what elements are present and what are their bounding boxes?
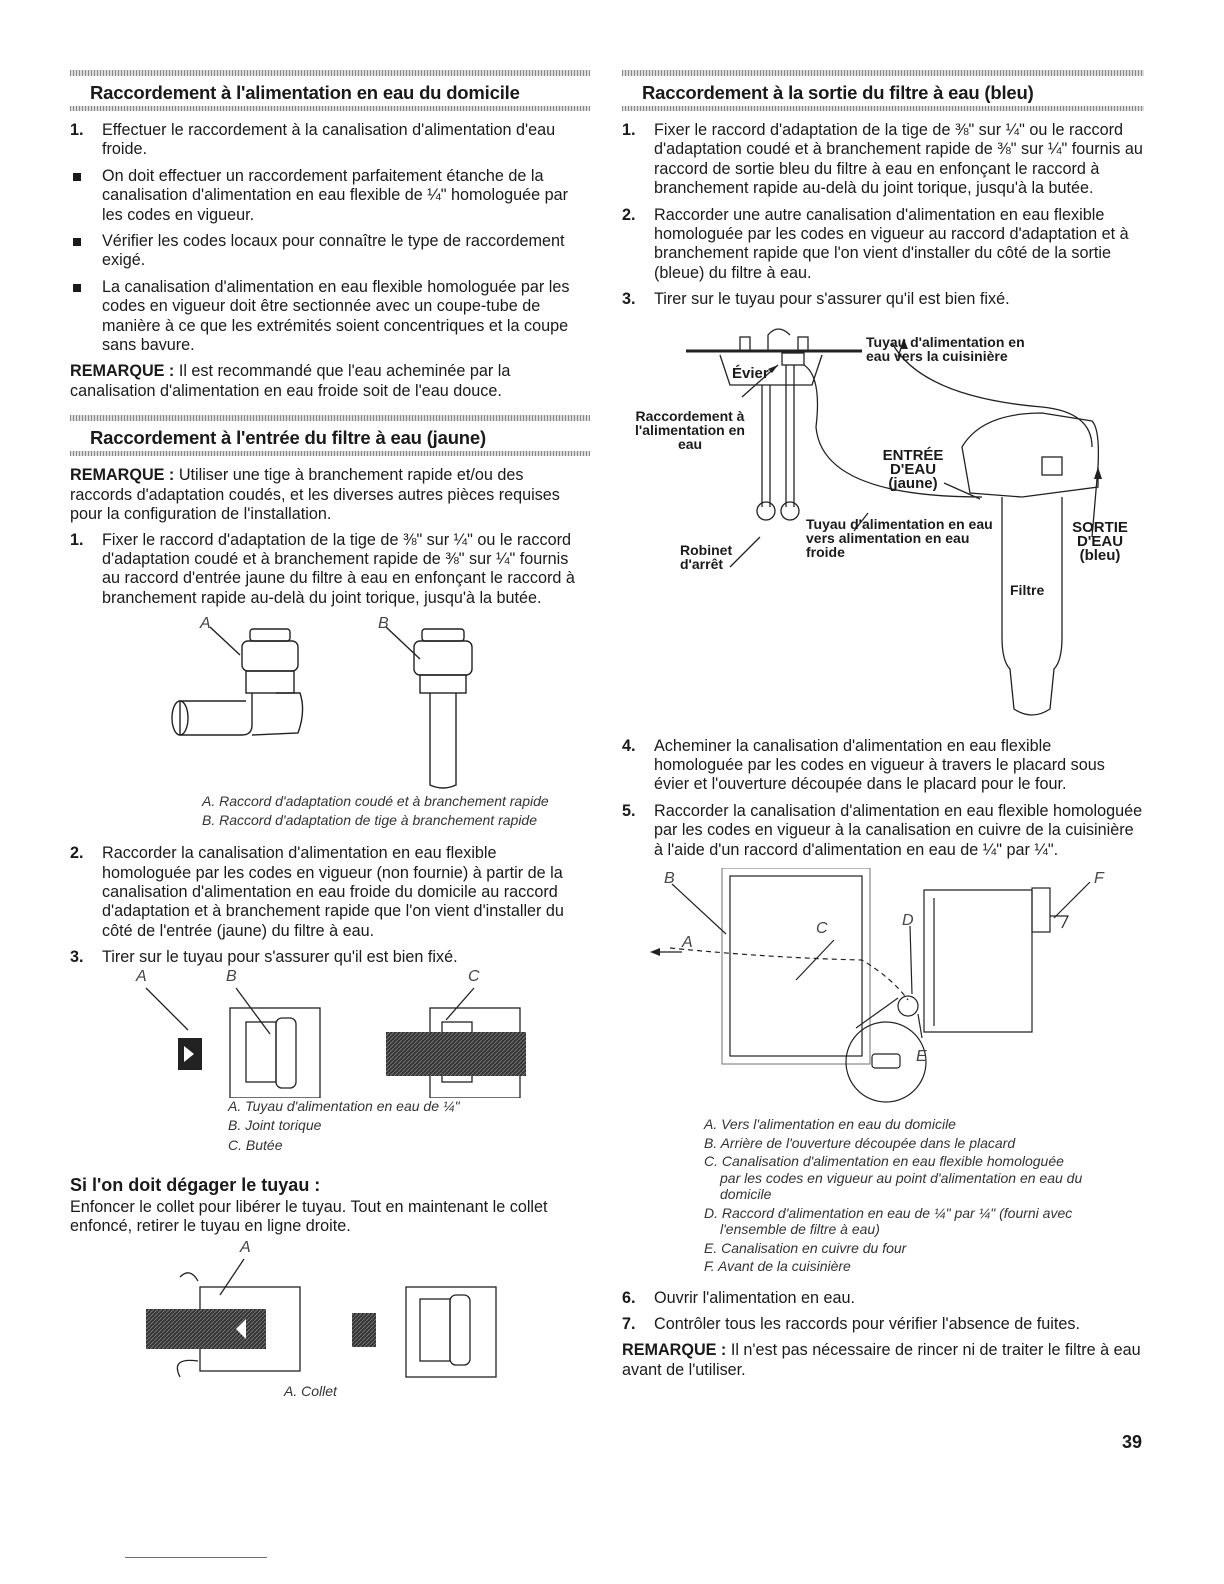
- section-rule: [70, 415, 590, 421]
- section-rule: [622, 106, 1144, 111]
- bullet-item: Vérifier les codes locaux pour connaître le type de raccordement exigé.: [70, 232, 590, 271]
- fittings-illustration: [70, 615, 590, 793]
- range-connection-figure: B A C D E F: [622, 868, 1144, 1116]
- bullet-square-icon: [73, 238, 81, 246]
- tube-insertion-caption: A. Tuyau d'alimentation en eau de ¼" B. Joint torique C. Butée: [228, 1097, 460, 1153]
- range-connection-illustration: [622, 868, 1144, 1116]
- fittings-figure: A B: [70, 615, 590, 793]
- note: REMARQUE : Il n'est pas nécessaire de rincer ni de traiter le filtre à eau avant de l'utiliser.: [622, 1341, 1141, 1379]
- tube-insertion-figure: A B C: [70, 968, 590, 1098]
- section-rule: [622, 70, 1144, 76]
- section-rule: [70, 451, 590, 456]
- step-item: 7. Contrôler tous les raccords pour vérifier l'absence de fuites.: [622, 1315, 1080, 1333]
- tube-insertion-illustration: [70, 968, 590, 1098]
- footer-rule: [125, 1557, 267, 1558]
- left-column: [70, 70, 590, 1399]
- release-illustration: [70, 1237, 590, 1387]
- step-item: 1. Fixer le raccord d'adaptation de la tige de ⅜" sur ¼" ou le raccord d'adaptation coudé et à branchement rapide de ⅜" sur ¼" fournis au raccord de sortie bleu du filtre à eau en enfonçant le raccord à branchement rapide au-delà du joint torique, jusqu'à la butée.: [622, 121, 1143, 198]
- bullet-square-icon: [73, 284, 81, 292]
- section-title-release: Si l'on doit dégager le tuyau :: [70, 1175, 321, 1196]
- section-title-inlet: Raccordement à l'entrée du filtre à eau (jaune): [90, 427, 486, 449]
- step-item: 4. Acheminer la canalisation d'alimentation en eau flexible homologuée par les codes en vigueur à travers le placard sous évier et l'ouverture découpée dans le placard pour le four.: [622, 736, 1105, 794]
- step-item: 2. Raccorder une autre canalisation d'alimentation en eau flexible homologuée par les codes en vigueur au raccord d'adaptation et à branchement rapide que l'on vient d'installer du côté de la sortie (bleue) du filtre à eau.: [622, 205, 1129, 282]
- step-item: 3. Tirer sur le tuyau pour s'assurer qu'il est bien fixé.: [70, 948, 458, 967]
- bullet-square-icon: [73, 173, 81, 181]
- filter-diagram: Tuyau d'alimentation en eau vers la cuisinière Évier Raccordement à l'alimentation en eau ENTRÉE D'EAU (jaune) Robinet d'arrêt Tuyau d'alimentation en eau vers alimentation en eau froide SORTIE D'EAU (bleu) Filtre: [622, 317, 1144, 737]
- release-text: Enfoncer le collet pour libérer le tuyau. Tout en maintenant le collet enfoncé, retirer le tuyau en ligne droite.: [70, 1198, 548, 1236]
- range-connection-caption: A. Vers l'alimentation en eau du domicile B. Arrière de l'ouverture découpée dans le placard C. Canalisation d'alimentation en eau flexible homologuée par les codes en vigueur au point d'alimentation en eau du domicile D. Raccord d'alimentation en eau de ¼" par ¼" (fourni avec l'ensemble de filtre à eau) E. Canalisation en cuivre du four F. Avant de la cuisinière: [704, 1116, 1083, 1275]
- step-item: 6. Ouvrir l'alimentation en eau.: [622, 1288, 856, 1307]
- note: REMARQUE : Il est recommandé que l'eau acheminée par la canalisation d'alimentation en eau froide soit de l'eau douce.: [70, 362, 511, 400]
- step-item: 3. Tirer sur le tuyau pour s'assurer qu'il est bien fixé.: [622, 290, 1010, 309]
- section-rule: [70, 106, 590, 111]
- release-caption: A. Collet: [284, 1382, 337, 1399]
- step-item: 2. Raccorder la canalisation d'alimentation en eau flexible homologuée par les codes en vigueur (non fournie) à partir de la canalisation d'alimentation en eau froide du domicile au raccord d'adaptation et à branchement rapide que l'on vient d'installer du côté de l'entrée (jaune) du filtre à eau.: [70, 844, 564, 940]
- right-column: [622, 70, 1144, 1380]
- section-title-home-water: Raccordement à l'alimentation en eau du domicile: [90, 82, 520, 103]
- step-item: 1. Fixer le raccord d'adaptation de la tige de ⅜" sur ¼" ou le raccord d'adaptation coudé et à branchement rapide de ⅜" sur ¼" fournis au raccord d'entrée jaune du filtre à eau en enfonçant le raccord à branchement rapide au-delà du joint torique, jusqu'à la butée.: [70, 530, 575, 607]
- step-item: 5. Raccorder la canalisation d'alimentation en eau flexible homologuée par les codes en vigueur à la canalisation en cuivre de la cuisinière à l'aide d'un raccord d'alimentation en eau de ¼" par ¼".: [622, 801, 1143, 859]
- bullet-item: La canalisation d'alimentation en eau flexible homologuée par les codes en vigueur doit être sectionnée avec un coupe-tube de manière à ce que les extrémités soient concentriques et la coupe sans bavure.: [70, 278, 590, 356]
- section-title-outlet: Raccordement à la sortie du filtre à eau (bleu): [642, 82, 1034, 103]
- section-rule: [70, 70, 590, 76]
- bullet-item: On doit effectuer un raccordement parfaitement étanche de la canalisation d'alimentation en eau flexible de ¼" homologuée par les codes en vigueur.: [70, 167, 590, 225]
- step-item: 1. Effectuer le raccordement à la canalisation d'alimentation d'eau froide.: [70, 121, 556, 159]
- fittings-caption: A. Raccord d'adaptation coudé et à branchement rapide B. Raccord d'adaptation de tige à branchement rapide: [202, 793, 549, 828]
- page-number: 39: [1122, 1432, 1143, 1452]
- note: REMARQUE : Utiliser une tige à branchement rapide et/ou des raccords d'adaptation coudés, et les diverses autres pièces requises pour la configuration de l'installation.: [70, 466, 560, 524]
- release-figure: A: [70, 1237, 590, 1387]
